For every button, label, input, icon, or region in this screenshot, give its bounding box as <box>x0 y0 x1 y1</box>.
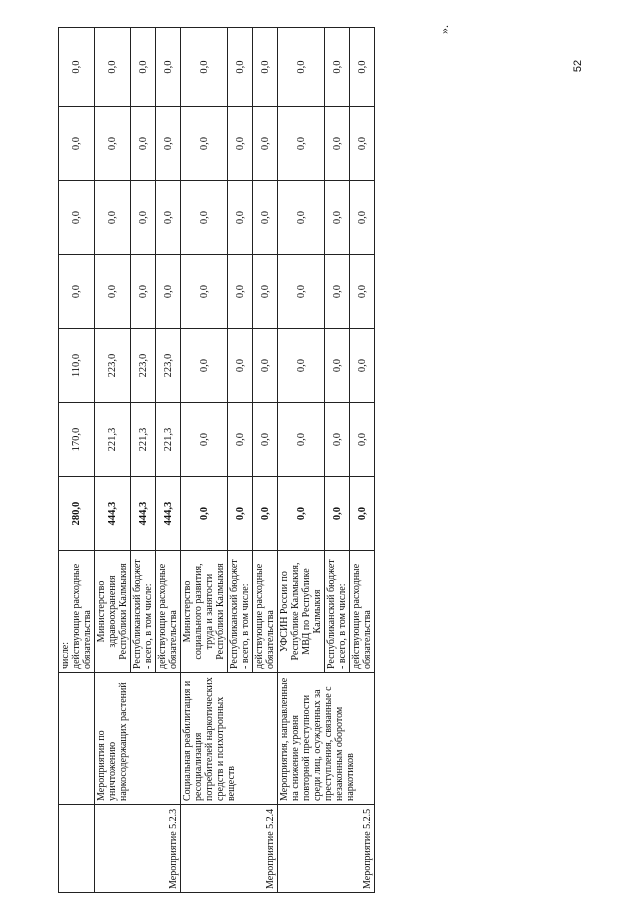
value-cell: 223,0 <box>156 329 181 403</box>
value-cell: 0,0 <box>325 329 350 403</box>
value-cell: 0,0 <box>350 28 375 107</box>
value-cell: 0,0 <box>350 403 375 477</box>
table-row <box>278 28 325 893</box>
value-cell: 0,0 <box>59 28 95 107</box>
value-cell: 110,0 <box>59 329 95 403</box>
value-cell: 0,0 <box>325 255 350 329</box>
value-cell: 444,3 <box>131 477 156 551</box>
value-cell: 0,0 <box>325 403 350 477</box>
value-cell: 0,0 <box>181 477 228 551</box>
title-cell: Мероприятия, направленные на снижение уровня повторной преступности среди лиц, осужденных за преступления, связанные с незаконным оборотом наркотиков <box>278 673 375 805</box>
value-cell: 0,0 <box>228 181 253 255</box>
value-cell: 0,0 <box>228 403 253 477</box>
rotated-table-container <box>58 28 424 893</box>
value-cell: 0,0 <box>181 28 228 107</box>
party-cell: Министерство социального развития, труда и занятости Республики Калмыкия <box>181 551 228 673</box>
value-cell: 444,3 <box>95 477 131 551</box>
value-cell: 0,0 <box>156 255 181 329</box>
value-cell: 0,0 <box>131 107 156 181</box>
title-cell: Мероприятия по уничтожению наркосодержащих растений <box>95 673 181 805</box>
value-cell: 0,0 <box>350 329 375 403</box>
value-cell: 0,0 <box>350 255 375 329</box>
party-cell: Республиканский бюджет - всего, в том числе: <box>131 551 156 673</box>
activity-cell <box>59 805 95 893</box>
value-cell: 0,0 <box>278 255 325 329</box>
title-cell <box>59 673 95 805</box>
value-cell: 0,0 <box>253 28 278 107</box>
value-cell: 0,0 <box>325 181 350 255</box>
party-cell: действующие расходные обязательства <box>156 551 181 673</box>
party-cell: действующие расходные обязательства <box>253 551 278 673</box>
table-row <box>181 28 228 893</box>
value-cell: 0,0 <box>228 477 253 551</box>
table-row <box>95 28 131 893</box>
value-cell: 0,0 <box>253 403 278 477</box>
value-cell: 0,0 <box>59 107 95 181</box>
value-cell: 223,0 <box>95 329 131 403</box>
value-cell: 0,0 <box>228 329 253 403</box>
title-cell: Социальная реабилитация и ресоциализация потребителей наркотических средств и психотропных веществ <box>181 673 278 805</box>
value-cell: 0,0 <box>350 107 375 181</box>
value-cell: 0,0 <box>278 329 325 403</box>
value-cell: 0,0 <box>131 28 156 107</box>
activity-cell: Мероприятие 5.2.3 <box>95 805 181 893</box>
value-cell: 0,0 <box>181 403 228 477</box>
value-cell: 0,0 <box>278 477 325 551</box>
value-cell: 280,0 <box>59 477 95 551</box>
value-cell: 221,3 <box>131 403 156 477</box>
value-cell: 0,0 <box>181 255 228 329</box>
value-cell: 0,0 <box>253 477 278 551</box>
value-cell: 444,3 <box>156 477 181 551</box>
value-cell: 0,0 <box>325 107 350 181</box>
value-cell: 0,0 <box>228 28 253 107</box>
value-cell: 0,0 <box>131 255 156 329</box>
value-cell: 0,0 <box>156 107 181 181</box>
value-cell: 0,0 <box>278 181 325 255</box>
value-cell: 0,0 <box>278 107 325 181</box>
value-cell: 0,0 <box>350 181 375 255</box>
value-cell: 221,3 <box>95 403 131 477</box>
value-cell: 0,0 <box>95 255 131 329</box>
value-cell: 0,0 <box>156 28 181 107</box>
party-cell: Министерство здравоохранения Республики Калмыкия <box>95 551 131 673</box>
value-cell: 0,0 <box>59 181 95 255</box>
value-cell: 0,0 <box>95 107 131 181</box>
value-cell: 223,0 <box>131 329 156 403</box>
table-body <box>59 28 375 893</box>
value-cell: 0,0 <box>181 181 228 255</box>
value-cell: 0,0 <box>228 255 253 329</box>
value-cell: 0,0 <box>181 107 228 181</box>
value-cell: 0,0 <box>350 477 375 551</box>
party-cell: УФСИН России по Республике Калмыкия, МВД по Республике Калмыкия <box>278 551 325 673</box>
party-cell: числе: действующие расходные обязательства <box>59 551 95 673</box>
activity-cell: Мероприятие 5.2.4 <box>181 805 278 893</box>
value-cell: 0,0 <box>253 181 278 255</box>
value-cell: 0,0 <box>181 329 228 403</box>
page-number: 52 <box>572 59 585 73</box>
table-row <box>59 28 95 893</box>
value-cell: 0,0 <box>253 255 278 329</box>
value-cell: 0,0 <box>253 329 278 403</box>
value-cell: 0,0 <box>325 477 350 551</box>
closing-quote-mark: ». <box>437 25 451 34</box>
value-cell: 0,0 <box>131 181 156 255</box>
value-cell: 170,0 <box>59 403 95 477</box>
activity-cell: Мероприятие 5.2.5 <box>278 805 375 893</box>
value-cell: 0,0 <box>253 107 278 181</box>
value-cell: 0,0 <box>278 403 325 477</box>
value-cell: 0,0 <box>156 181 181 255</box>
value-cell: 0,0 <box>278 28 325 107</box>
value-cell: 0,0 <box>95 181 131 255</box>
continuation-text: числе: <box>60 641 71 669</box>
value-cell: 0,0 <box>59 255 95 329</box>
value-cell: 0,0 <box>228 107 253 181</box>
value-cell: 0,0 <box>325 28 350 107</box>
party-cell: Республиканский бюджет - всего, в том числе: <box>325 551 350 673</box>
party-cell: действующие расходные обязательства <box>350 551 375 673</box>
party-cell: Республиканский бюджет - всего, в том числе: <box>228 551 253 673</box>
value-cell: 221,3 <box>156 403 181 477</box>
budget-table <box>58 27 375 893</box>
value-cell: 0,0 <box>95 28 131 107</box>
